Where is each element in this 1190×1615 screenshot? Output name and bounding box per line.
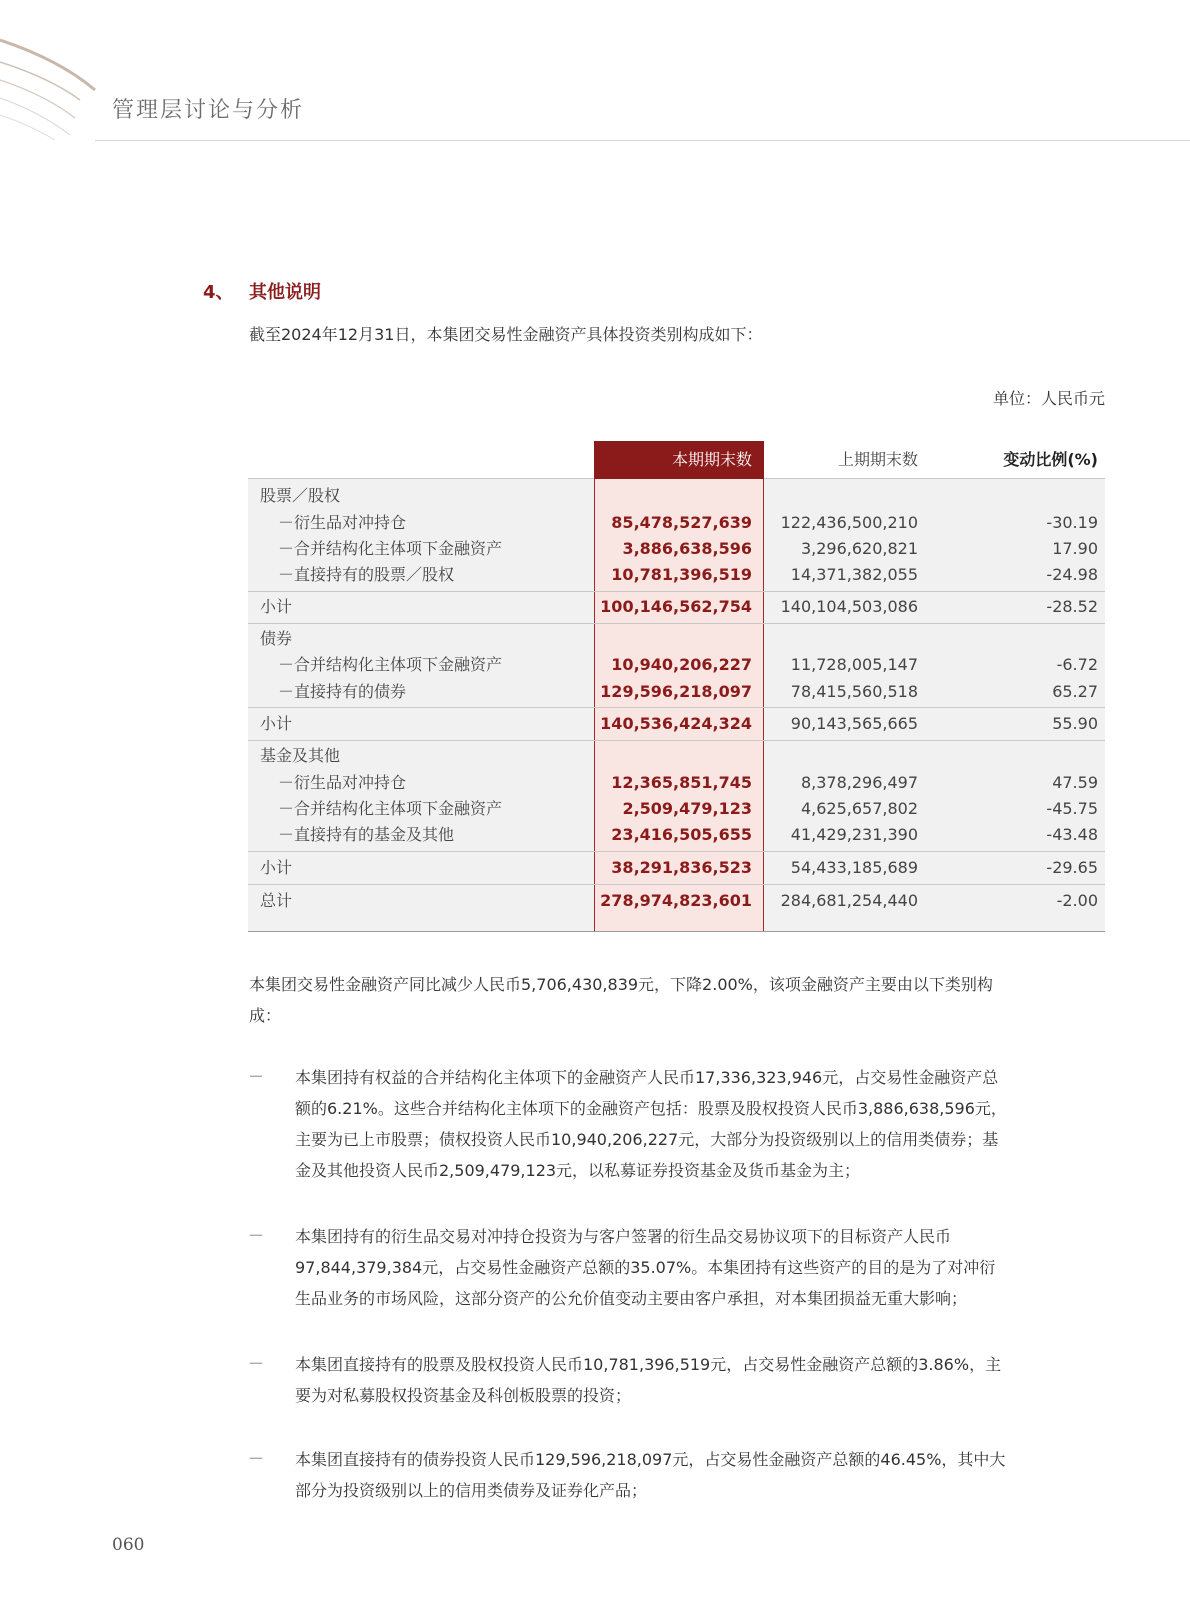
row-current: 3,886,638,596 — [622, 539, 752, 558]
unit-label: 单位：人民币元 — [992, 389, 1105, 408]
table-row — [248, 509, 1105, 536]
row-current: 140,536,424,324 — [600, 714, 752, 733]
row-change: 55.90 — [1052, 714, 1098, 733]
row-current: 278,974,823,601 — [600, 891, 752, 910]
row-label: －合并结构化主体项下金融资产 — [278, 655, 503, 674]
row-previous: 140,104,503,086 — [780, 597, 918, 616]
header-current: 本期期末数 — [594, 441, 764, 479]
row-divider — [248, 851, 1105, 852]
row-current: 38,291,836,523 — [611, 858, 752, 877]
row-label: 小计 — [260, 597, 293, 616]
row-divider — [248, 591, 1105, 592]
table-row — [248, 795, 1105, 822]
row-change: -30.19 — [1046, 513, 1098, 532]
bullet-line: 本集团持有的衍生品交易对冲持仓投资为与客户签署的衍生品交易协议项下的目标资产人民币 — [295, 1227, 952, 1246]
summary-line: 本集团交易性金融资产同比减少人民币5,706,430,839元，下降2.00%，该项金融资产主要由以下类别构 — [249, 975, 993, 994]
row-previous: 8,378,296,497 — [800, 773, 918, 792]
row-previous: 3,296,620,821 — [800, 539, 918, 558]
table-row — [248, 742, 1105, 769]
bullet-dash: － — [248, 1449, 265, 1468]
row-label: 总计 — [260, 891, 293, 910]
header-previous: 上期期末数 — [837, 450, 918, 469]
table-row-total — [248, 887, 1105, 914]
table-row — [248, 625, 1105, 652]
bullet-dash: － — [248, 1354, 265, 1373]
header-change: 变动比例(%) — [1003, 450, 1098, 469]
bullet-line: 本集团直接持有的债券投资人民币129,596,218,097元，占交易性金融资产总额的46.45%，其中大 — [295, 1450, 1006, 1469]
row-change: -45.75 — [1046, 799, 1098, 818]
row-label: －直接持有的基金及其他 — [278, 825, 455, 844]
row-label: －衍生品对冲持仓 — [278, 773, 407, 792]
table-row-subtotal — [248, 710, 1105, 737]
row-label: －衍生品对冲持仓 — [278, 513, 407, 532]
row-previous: 90,143,565,665 — [790, 714, 918, 733]
table-row — [248, 482, 1105, 509]
bullet-dash: － — [248, 1067, 265, 1086]
bullet-line: 要为对私募股权投资基金及科创板股票的投资； — [295, 1386, 632, 1405]
row-current: 10,781,396,519 — [611, 565, 752, 584]
row-current: 100,146,562,754 — [600, 597, 752, 616]
row-current: 10,940,206,227 — [611, 655, 752, 674]
row-label: －合并结构化主体项下金融资产 — [278, 539, 503, 558]
row-current: 85,478,527,639 — [611, 513, 752, 532]
row-change: -28.52 — [1046, 597, 1098, 616]
row-label: 小计 — [260, 714, 293, 733]
row-divider — [248, 740, 1105, 741]
row-label: －直接持有的股票／股权 — [278, 565, 455, 584]
intro-text: 截至2024年12月31日，本集团交易性金融资产具体投资类别构成如下： — [249, 325, 763, 344]
row-change: -24.98 — [1046, 565, 1098, 584]
row-current: 129,596,218,097 — [600, 682, 752, 701]
bullet-line: 本集团直接持有的股票及股权投资人民币10,781,396,519元，占交易性金融资产总额的3.86%，主 — [295, 1355, 1002, 1374]
bullet-line: 部分为投资级别以上的信用类债券及证券化产品； — [295, 1481, 648, 1500]
row-divider — [248, 623, 1105, 624]
row-current: 23,416,505,655 — [611, 825, 752, 844]
table-row — [248, 821, 1105, 848]
row-label: 债券 — [260, 629, 293, 648]
row-previous: 4,625,657,802 — [800, 799, 918, 818]
table-row — [248, 535, 1105, 562]
bullet-line: 97,844,379,384元，占交易性金融资产总额的35.07%。本集团持有这些资产的目的是为了对冲衍 — [295, 1258, 996, 1277]
summary-paragraph — [249, 969, 993, 1031]
table-row — [248, 769, 1105, 796]
bullet-line: 本集团持有权益的合并结构化主体项下的金融资产人民币17,336,323,946元，占交易性金融资产总 — [295, 1068, 999, 1087]
row-previous: 54,433,185,689 — [790, 858, 918, 877]
section-heading — [203, 278, 321, 304]
bullet-line: 额的6.21%。这些合并结构化主体项下的金融资产包括：股票及股权投资人民币3,886,638,596元， — [295, 1099, 1007, 1118]
row-divider — [248, 707, 1105, 708]
row-previous: 11,728,005,147 — [790, 655, 918, 674]
row-label: 小计 — [260, 858, 293, 877]
bullet-line: 金及其他投资人民币2,509,479,123元，以私募证券投资基金及货币基金为主； — [295, 1161, 861, 1180]
row-previous: 284,681,254,440 — [780, 891, 918, 910]
row-change: -29.65 — [1046, 858, 1098, 877]
header-arc-decoration-icon — [0, 0, 110, 150]
bullet-line: 主要为已上市股票；债权投资人民币10,940,206,227元，大部分为投资级别以上的信用类债券；基 — [295, 1130, 999, 1149]
row-change: -2.00 — [1056, 891, 1098, 910]
table-row — [248, 561, 1105, 588]
row-label: 基金及其他 — [260, 746, 341, 765]
section-title: 其他说明 — [249, 282, 321, 303]
table-header — [248, 441, 1105, 479]
summary-line: 成： — [249, 1006, 282, 1025]
row-previous: 41,429,231,390 — [790, 825, 918, 844]
bullet-text — [295, 1062, 1007, 1186]
table-bottom-border — [248, 931, 1105, 932]
table-row-subtotal — [248, 593, 1105, 620]
section-number: 4、 — [203, 282, 234, 303]
header-divider — [95, 140, 1190, 141]
row-previous: 122,436,500,210 — [780, 513, 918, 532]
row-change: 47.59 — [1052, 773, 1098, 792]
bullet-dash: － — [248, 1226, 265, 1245]
row-previous: 14,371,382,055 — [790, 565, 918, 584]
table-row-subtotal — [248, 854, 1105, 881]
row-current: 2,509,479,123 — [622, 799, 752, 818]
row-current: 12,365,851,745 — [611, 773, 752, 792]
table-row — [248, 678, 1105, 705]
row-label: －直接持有的债券 — [278, 682, 407, 701]
bullet-text — [295, 1221, 995, 1314]
row-label: 股票／股权 — [260, 486, 341, 505]
row-change: 17.90 — [1052, 539, 1098, 558]
row-divider — [248, 884, 1105, 885]
bullet-line: 生品业务的市场风险，这部分资产的公允价值变动主要由客户承担，对本集团损益无重大影响； — [295, 1289, 968, 1308]
row-change: -6.72 — [1056, 655, 1098, 674]
row-previous: 78,415,560,518 — [790, 682, 918, 701]
row-label: －合并结构化主体项下金融资产 — [278, 799, 503, 818]
header-title: 管理层讨论与分析 — [112, 98, 305, 123]
row-change: -43.48 — [1046, 825, 1098, 844]
table-row — [248, 651, 1105, 678]
row-change: 65.27 — [1052, 682, 1098, 701]
bullet-text — [295, 1444, 1005, 1506]
page-number: 060 — [112, 1535, 145, 1555]
bullet-text — [295, 1349, 1001, 1411]
